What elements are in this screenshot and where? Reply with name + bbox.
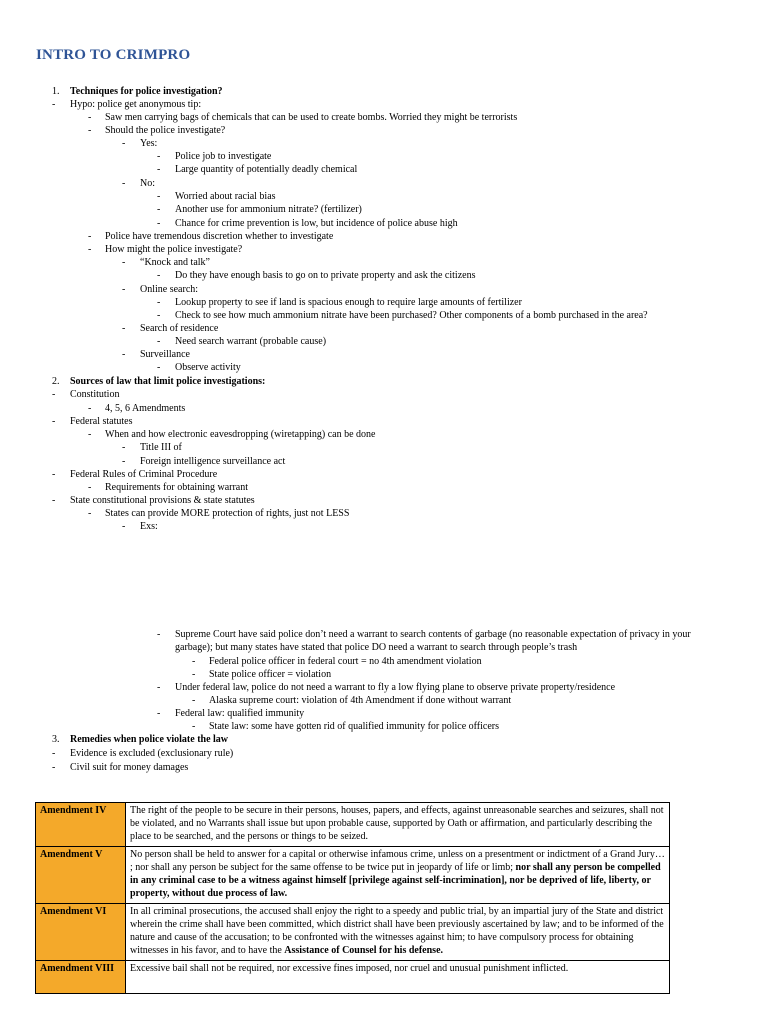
outline-item: - When and how electronic eavesdropping (wiretapping) can be done [88,429,376,440]
section-title: Sources of law that limit police investigations: [70,376,266,387]
section-heading [52,733,228,746]
amendment-text: The right of the people to be secure in their persons, houses, papers, and effects, against unreasonable searches and seizures, shall not be violated, and no Warrants shall issue but upon probable cause, supported by Oath or affirmation, and particularly describing the place to be searched, and the persons or things to be seized. [126,803,670,847]
outline-item: - Online search: [122,284,199,295]
outline-item: - Search of residence [122,323,219,334]
section-number: 1. [52,86,60,97]
table-row [36,904,670,961]
outline-item: - Another use for ammonium nitrate? (fertilizer) [157,204,362,215]
table-row [36,803,670,847]
outline-item: - How might the police investigate? [88,244,243,255]
outline-item: - Large quantity of potentially deadly chemical [157,164,358,175]
outline-item: - Alaska supreme court: violation of 4th Amendment if done without warrant [192,695,512,706]
section-title: Techniques for police investigation? [70,86,223,97]
outline-item: - Evidence is excluded (exclusionary rule) [52,748,234,759]
section-heading [52,375,265,388]
amendment-label: Amendment VIII [36,961,126,994]
outline-item: - State police officer = violation [192,669,332,680]
outline-item: - Should the police investigate? [88,125,226,136]
section-number: 3. [52,734,60,745]
outline-item: - Under federal law, police do not need a warrant to fly a low flying plane to observe private property/residence [157,682,616,693]
outline-item: - Police job to investigate [157,151,272,162]
outline-item: - State constitutional provisions & state statutes [52,495,255,506]
section-heading [52,85,223,98]
table-row [36,847,670,904]
outline-item: - Federal police officer in federal court = no 4th amendment violation [192,656,482,667]
outline-item: - “Knock and talk” [122,257,210,268]
amendments-table [35,802,670,994]
section-number: 2. [52,376,60,387]
outline-item: - Worried about racial bias [157,191,276,202]
outline-item: - Supreme Court have said police don’t need a warrant to search contents of garbage (no reasonable expectation of privacy in your garbage); but many states have stated that police DO need a warrant to search through people’s trash [157,629,691,653]
outline-item: - Title III of [122,442,182,453]
outline-item: - State law: some have gotten rid of qualified immunity for police officers [192,721,500,732]
amendment-text: In all criminal prosecutions, the accused shall enjoy the right to a speedy and public trial, by an impartial jury of the State and district wherein the crime shall have been committed, which district shall have been previously ascertained by law; and to be informed of the nature and cause of the accusation; to be confronted with the witnesses against him; to have compulsory process for obtaining witnesses in his favor, and to have the Assistance of Counsel for his defense. [126,904,670,961]
outline-item: - Requirements for obtaining warrant [88,482,249,493]
outline-item: - Hypo: police get anonymous tip: [52,99,202,110]
outline-item: - Exs: [122,521,158,532]
amendment-text: Excessive bail shall not be required, nor excessive fines imposed, nor cruel and unusual punishment inflicted. [126,961,670,994]
outline-item: - Federal Rules of Criminal Procedure [52,469,218,480]
section-title: Remedies when police violate the law [70,734,229,745]
outline-item: - Check to see how much ammonium nitrate have been purchased? Other components of a bomb purchased in the area? [157,310,648,321]
outline-item: - Federal statutes [52,416,133,427]
outline-item: - Foreign intelligence surveillance act [122,456,286,467]
outline-item: - States can provide MORE protection of rights, just not LESS [88,508,350,519]
outline-item: - Lookup property to see if land is spacious enough to require large amounts of fertilizer [157,297,522,308]
outline-item: - No: [122,178,155,189]
outline-item: - Need search warrant (probable cause) [157,336,327,347]
outline-item: - Saw men carrying bags of chemicals that can be used to create bombs. Worried they might be terrorists [88,112,518,123]
outline-item: - Do they have enough basis to go on to private property and ask the citizens [157,270,476,281]
outline-item: - Observe activity [157,362,241,373]
page-title: INTRO TO CRIMPRO [36,47,191,63]
outline-item: - Surveillance [122,349,190,360]
amendment-label: Amendment V [36,847,126,904]
outline-item: - Constitution [52,389,120,400]
outline-item: - 4, 5, 6 Amendments [88,403,186,414]
outline-item: - Police have tremendous discretion whether to investigate [88,231,334,242]
amendment-text: No person shall be held to answer for a capital or otherwise infamous crime, unless on a presentment or indictment of a Grand Jury… ; nor shall any person be subject for the same offense to be twice put in jeopardy of life or limb; nor shall any person be compelled in any criminal case to be a witness against himself [privilege against self-incrimination], nor be deprived of life, liberty, or property, without due process of law. [126,847,670,904]
outline-item: - Yes: [122,138,158,149]
amendment-label: Amendment IV [36,803,126,847]
table-row [36,961,670,994]
outline-item: - Federal law: qualified immunity [157,708,305,719]
amendment-label: Amendment VI [36,904,126,961]
outline-item: - Civil suit for money damages [52,762,189,773]
outline-item: - Chance for crime prevention is low, but incidence of police abuse high [157,218,458,229]
